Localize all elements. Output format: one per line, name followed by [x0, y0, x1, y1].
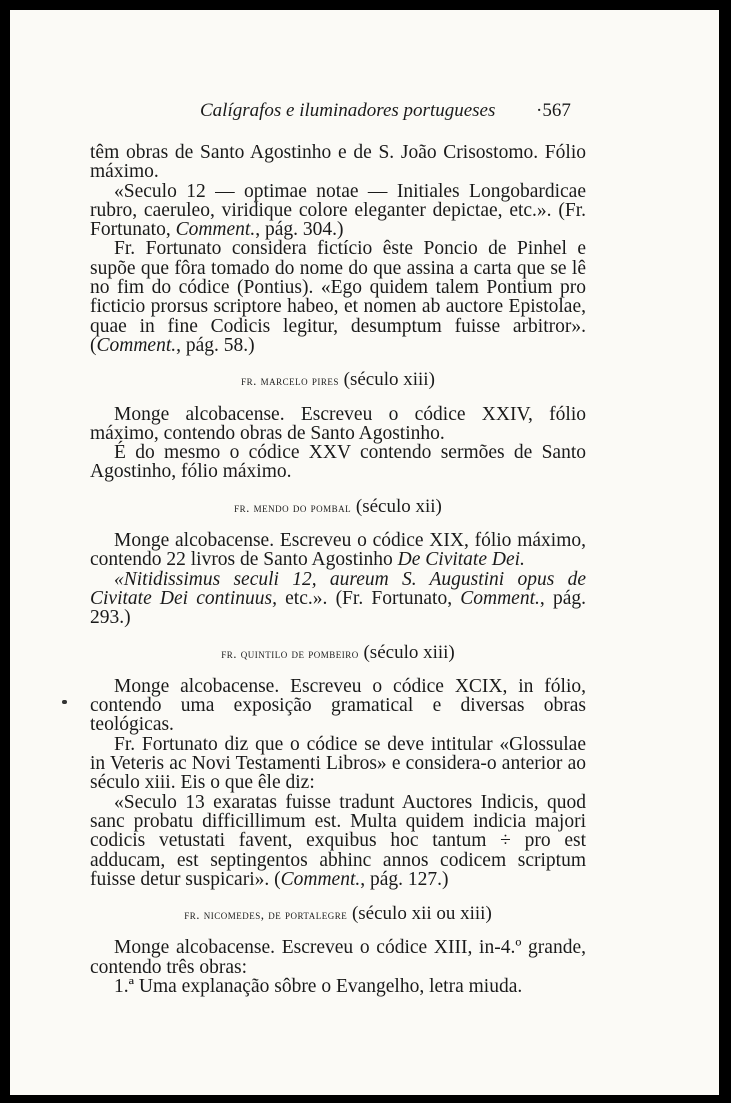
paragraph: Monge alcobacense. Escreveu o códice XIX, fólio máximo, contendo 22 livros de Santo Agostinho De Civitate Dei. [90, 530, 586, 571]
paragraph: Fr. Fortunato diz que o códice se deve intitular «Glossulae in Veteris ac Novi Testamenti Libros» e considera-o anterior ao século xiii. Eis o que êle diz: [90, 733, 586, 794]
book-page [10, 10, 719, 1095]
section-heading-mendo: fr. mendo do pombal (século xii) [234, 495, 442, 517]
body-text [90, 143, 586, 996]
paragraph: Fr. Fortunato considera fictício êste Poncio de Pinhel e supõe que fôra tomado do nome do que assina a carta que se lê no fim do códice (Pontius). «Ego quidem talem Pontium pro ficticio prorsus scriptore habeo, et nomen ab auctore Epistolae, quae in fine Codicis legitur, desumptum fuisse arbitror». (Comment., pág. 58.) [90, 238, 586, 356]
section-heading-quintilo: fr. quintilo de pombeiro (século xiii) [221, 641, 455, 663]
paragraph: 1.ª Uma explanação sôbre o Evangelho, letra miuda. [114, 975, 523, 997]
running-title: Calígrafos e iluminadores portugueses [200, 100, 496, 121]
margin-mark [62, 700, 67, 704]
paragraph: «Seculo 12 — optimae notae — Initiales Longobardicae rubro, caeruleo, viridique colore eleganter depictae, etc.». (Fr. Fortunato, Comment., pág. 304.) [90, 180, 586, 241]
paragraph: «Seculo 13 exaratas fuisse tradunt Auctores Indicis, quod sanc probatu difficillimum est. Multa quidem indicia majori codicis vetustati favent, exquibus hoc tantum ÷ pro est adducam, est septingentos abhinc annos codicem scriptum fuisse detur suspicari». (Comment., pág. 127.) [90, 791, 586, 890]
paragraph: «Nitidissimus seculi 12, aureum S. Augustini opus de Civitate Dei continuus, etc.». (Fr. Fortunato, Comment., pág. 293.) [90, 568, 586, 629]
paragraph: Monge alcobacense. Escreveu o códice XXIV, fólio máximo, contendo obras de Santo Agostinho. [90, 403, 586, 444]
paragraph: Monge alcobacense. Escreveu o códice XCIX, in fólio, contendo uma exposição gramatical e diversas obras teológicas. [90, 675, 586, 736]
section-heading-marcelo: fr. marcelo pires (século xiii) [241, 369, 435, 391]
paragraph: É do mesmo o códice XXV contendo sermões de Santo Agostinho, fólio máximo. [90, 442, 586, 483]
paragraph: têm obras de Santo Agostinho e de S. João Crisostomo. Fólio máximo. [90, 142, 586, 183]
paragraph: Monge alcobacense. Escreveu o códice XIII, in-4.º grande, contendo três obras: [90, 937, 586, 978]
section-heading-nicomedes: fr. nicomedes, de portalegre (século xii ou xiii) [184, 903, 492, 925]
page-number: ·567 [536, 100, 571, 121]
